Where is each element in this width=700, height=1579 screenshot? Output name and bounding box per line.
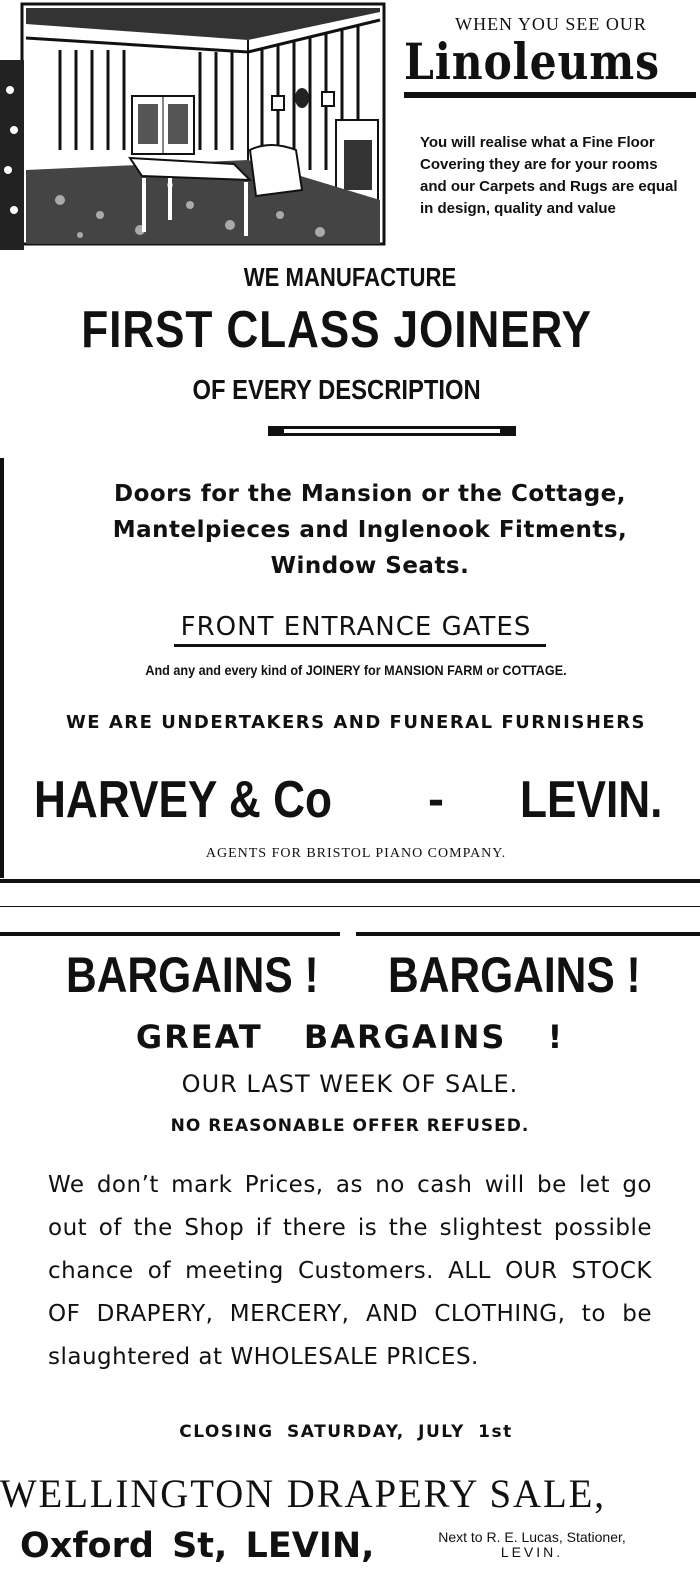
ornamental-rule-top <box>268 426 516 429</box>
every-description-line: OF EVERY DESCRIPTION <box>192 374 481 405</box>
no-reasonable-offer-line: NO REASONABLE OFFER REFUSED. <box>170 1116 530 1136</box>
piano-agents-line: AGENTS FOR BRISTOL PIANO COMPANY. <box>205 846 507 861</box>
bargains-heading-right: BARGAINS ! <box>388 947 641 1003</box>
last-week-of-sale-line: OUR LAST WEEK OF SALE. <box>181 1070 519 1098</box>
firm-name: HARVEY & Co <box>34 771 333 829</box>
any-kind-of-joinery-line: And any and every kind of JOINERY for MANSION FARM or COTTAGE. <box>145 662 567 678</box>
product-line: Mantelpieces and Inglenook Fitments, <box>112 517 628 543</box>
ornamental-rule-bottom <box>268 433 516 436</box>
furnished-room-illustration <box>0 0 390 252</box>
manufacture-line: WE MANUFACTURE <box>243 262 457 292</box>
linoleum-headline-large: Linoleums <box>404 32 660 91</box>
linoleum-headline-small: WHEN YOU SEE OUR <box>455 14 647 34</box>
bargains-heading-left: BARGAINS ! <box>66 947 319 1003</box>
linoleum-body-text: You will realise what a Fine Floor Covering they are for your rooms and our Carpets and Rugs are equal in design, quality and value <box>420 134 678 217</box>
linoleum-underline <box>404 92 696 98</box>
product-line: Doors for the Mansion or the Cottage, <box>113 481 627 507</box>
store-location-note <box>412 1530 652 1560</box>
firm-dash: - <box>428 773 444 826</box>
closing-date-line: CLOSING SATURDAY, JULY 1st <box>179 1422 513 1442</box>
firm-town: LEVIN. <box>520 771 663 829</box>
ad-frame-left-edge <box>0 458 4 878</box>
product-line: Window Seats. <box>270 553 470 579</box>
undertakers-line: WE ARE UNDERTAKERS AND FUNERAL FURNISHERS <box>65 712 647 733</box>
section-divider-left <box>0 932 340 936</box>
location-note-town: LEVIN. <box>500 1544 564 1560</box>
joinery-products-list <box>60 476 680 584</box>
section-divider-right <box>356 932 700 936</box>
ornamental-rule-right-cap <box>500 426 516 436</box>
store-address: Oxford St, LEVIN, <box>20 1526 375 1566</box>
first-class-joinery-headline: FIRST CLASS JOINERY <box>81 301 592 359</box>
gates-underline <box>174 644 546 647</box>
sale-body-paragraph: We don’t mark Prices, as no cash will be let go out of the Shop if there is the slightest possible chance of meeting Customers. ALL OUR STOCK OF DRAPERY, MERCERY, AND CLOTHING, to be slaughtered at WHOLESALE PRICES. <box>48 1172 652 1370</box>
store-name: WELLINGTON DRAPERY SALE, <box>0 1471 606 1516</box>
location-note-line: Next to R. E. Lucas, Stationer, <box>438 1529 626 1545</box>
front-entrance-gates-heading: FRONT ENTRANCE GATES <box>180 612 532 642</box>
section-divider-thin <box>0 906 700 907</box>
section-divider-thick <box>0 879 700 883</box>
ornamental-rule-left-cap <box>268 426 284 436</box>
great-bargains-heading: GREAT BARGAINS ! <box>135 1018 565 1056</box>
